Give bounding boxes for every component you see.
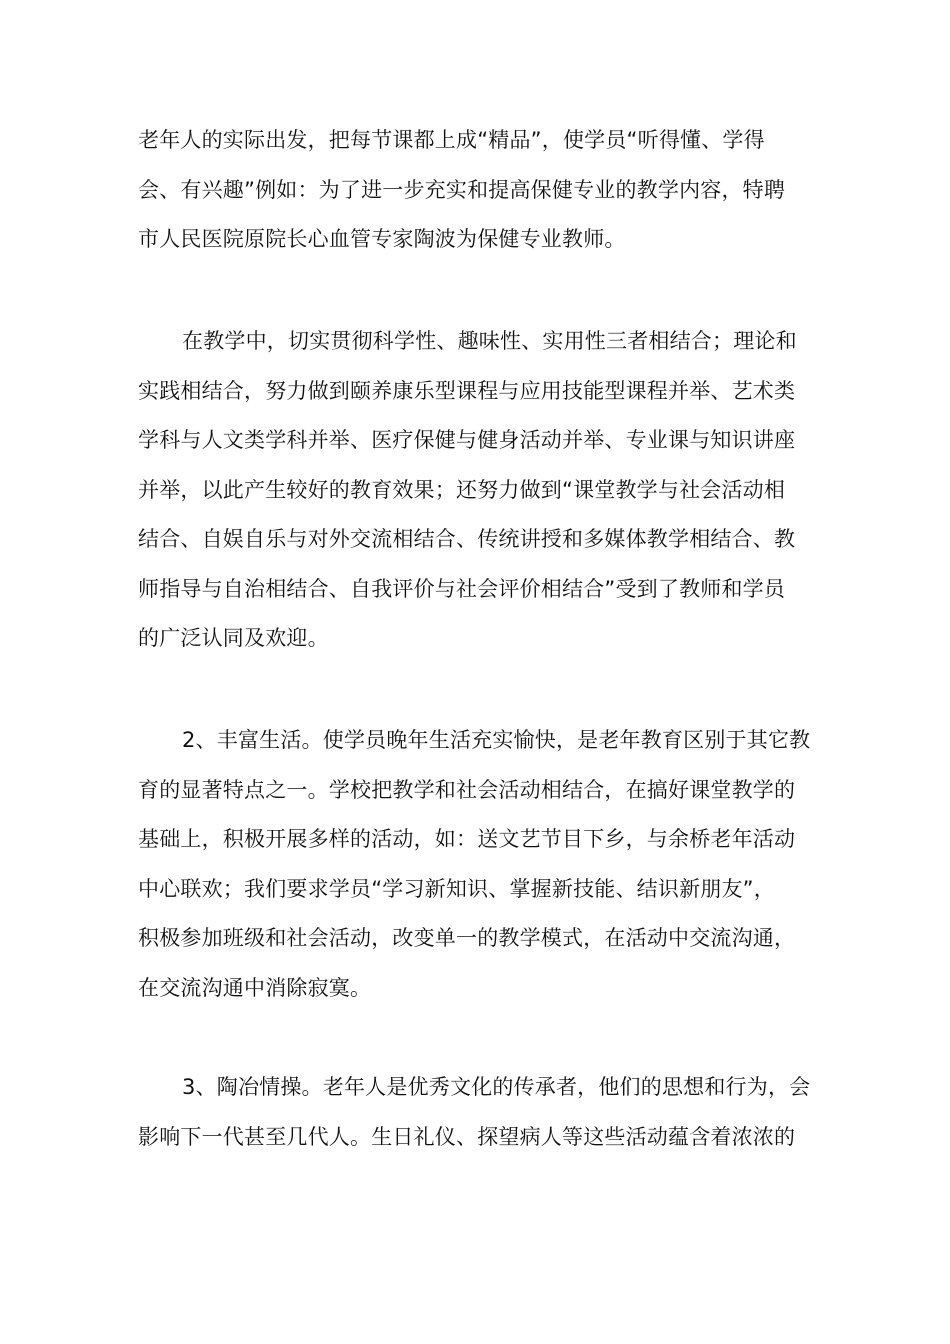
text-line: 2、丰富生活。使学员晚年生活充实愉快，是老年教育区别于其它教 <box>182 728 811 752</box>
text-line: 结合、自娱自乐与对外交流相结合、传统讲授和多媒体教学相结合、教 <box>138 527 796 551</box>
text-line: 基础上，积极开展多样的活动，如：送文艺节目下乡，与余桥老年活动 <box>138 827 796 851</box>
text-line: 会、有兴趣”例如：为了进一步充实和提高保健专业的教学内容，特聘 <box>138 177 786 202</box>
paragraph-teaching-principles <box>138 317 822 664</box>
text-line: 影响下一代甚至几代人。生日礼仪、探望病人等这些活动蕴含着浓浓的 <box>138 1124 796 1149</box>
text-line: 在交流沟通中消除寂寞。 <box>138 975 372 1000</box>
text-line: 3、陶冶情操。老年人是优秀文化的传承者，他们的思想和行为，会 <box>182 1075 811 1099</box>
text-line: 老年人的实际出发，把每节课都上成“精品”，使学员“听得懂、学得 <box>138 128 765 152</box>
text-line: 并举，以此产生较好的教育效果；还努力做到“课堂教学与社会活动相 <box>138 477 786 502</box>
text-line: 市人民医院原院长心血管专家陶波为保健专业教师。 <box>138 227 626 251</box>
text-line: 积极参加班级和社会活动，改变单一的教学模式，在活动中交流沟通， <box>138 926 796 950</box>
text-line: 中心联欢；我们要求学员“学习新知识、掌握新技能、结识新朋友”， <box>138 876 775 901</box>
text-line: 育的显著特点之一。学校把教学和社会活动相结合，在搞好课堂教学的 <box>138 777 796 802</box>
text-line: 实践相结合，努力做到颐养康乐型课程与应用技能型课程并举、艺术类 <box>138 378 796 403</box>
text-line: 在教学中，切实贯彻科学性、趣味性、实用性三者相结合；理论和 <box>182 329 797 353</box>
text-line: 的广泛认同及欢迎。 <box>138 626 329 650</box>
paragraph-course-quality <box>138 116 822 265</box>
paragraph-enrich-life <box>138 716 822 1013</box>
text-line: 学科与人文类学科并举、医疗保健与健身活动并举、专业课与知识讲座 <box>138 428 796 452</box>
paragraph-cultivate-sentiment <box>138 1063 822 1162</box>
text-line: 师指导与自治相结合、自我评价与社会评价相结合”受到了教师和学员 <box>138 576 786 601</box>
